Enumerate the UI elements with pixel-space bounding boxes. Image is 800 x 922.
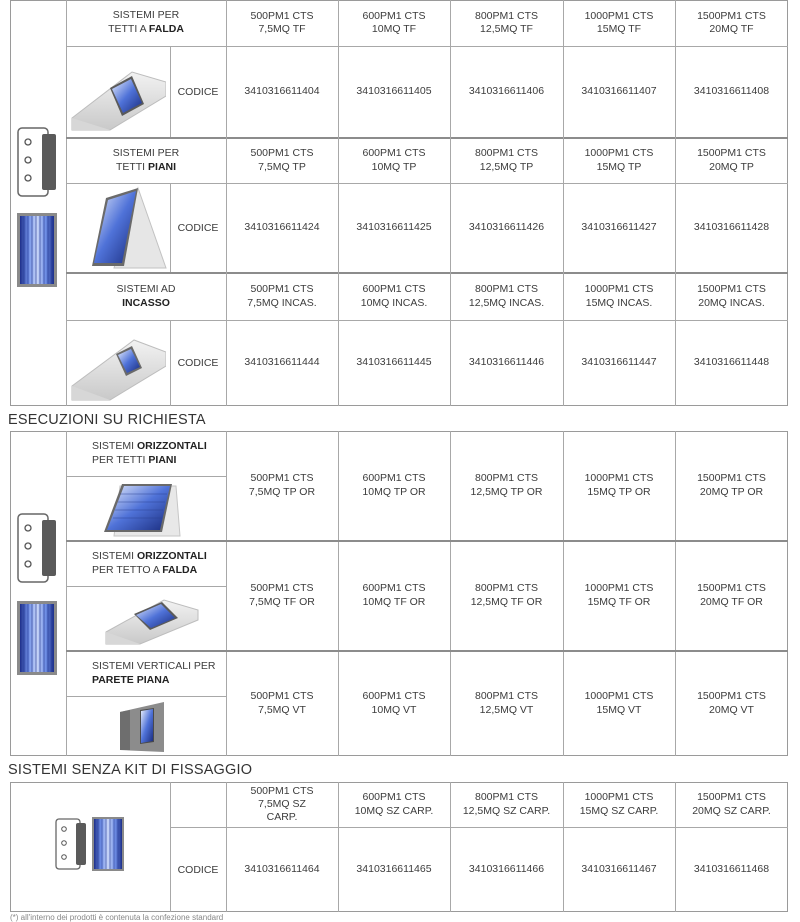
model-cell: 1000PM1 CTS 15MQ TF [584, 9, 654, 35]
flat-roof-collector-icon [88, 186, 168, 270]
model-cell: 1500PM1 CTS 20MQ TP [697, 147, 766, 173]
model-cell: 1500PM1 CTS 20MQ TP OR [697, 472, 766, 498]
section-title-richiesta: ESECUZIONI SU RICHIESTA [8, 412, 206, 428]
system-label-orizzontali-falda: SISTEMI ORIZZONTALI PER TETTO A FALDA [92, 549, 207, 576]
code-cell: 3410316611444 [244, 356, 320, 369]
model-cell: 600PM1 CTS 10MQ VT [362, 690, 426, 716]
solar-panel-icon [16, 600, 58, 676]
model-cell: 800PM1 CTS 12,5MQ TP OR [470, 472, 543, 498]
codice-label: CODICE [177, 357, 219, 369]
codice-label: CODICE [177, 85, 219, 98]
tank-and-panel-icon [54, 815, 126, 873]
model-cell: 600PM1 CTS 10MQ TP [362, 147, 426, 173]
model-cell: 500PM1 CTS 7,5MQ SZ CARP. [250, 784, 314, 824]
code-cell: 3410316611426 [468, 220, 545, 233]
system-label-piani: SISTEMI PER TETTI PIANI [112, 146, 180, 173]
model-cell: 1500PM1 CTS 20MQ VT [697, 690, 766, 716]
model-cell: 1000PM1 CTS 15MQ VT [584, 690, 654, 716]
wall-collector-icon [118, 700, 168, 754]
model-cell: 1000PM1 CTS 15MQ SZ CARP. [579, 791, 659, 817]
model-cell: 600PM1 CTS 10MQ TF OR [362, 582, 426, 608]
model-cell: 1000PM1 CTS 15MQ TF OR [584, 582, 654, 608]
system-label-verticali-parete: SISTEMI VERTICALI PER PARETE PIANA [92, 659, 216, 686]
code-cell: 3410316611425 [356, 220, 432, 233]
model-cell: 1500PM1 CTS 20MQ TF OR [697, 582, 766, 608]
inset-roof-collector-icon [70, 326, 166, 402]
system-label-incasso: SISTEMI AD INCASSO [116, 282, 176, 309]
model-cell: 600PM1 CTS 10MQ INCAS. [360, 283, 428, 309]
model-cell: 800PM1 CTS 12,5MQ TP [474, 147, 539, 173]
footnote: (*) all'interno dei prodotti è contenuta la confezione standard [10, 913, 224, 922]
model-cell: 1000PM1 CTS 15MQ TP [584, 147, 654, 173]
code-cell: 3410316611405 [356, 84, 432, 97]
codice-label: CODICE [177, 221, 219, 234]
code-cell: 3410316611424 [244, 220, 320, 233]
model-cell: 500PM1 CTS 7,5MQ VT [250, 690, 314, 716]
code-cell: 3410316611408 [693, 84, 770, 97]
code-cell: 3410316611404 [244, 84, 320, 97]
model-cell: 1000PM1 CTS 15MQ TP OR [584, 472, 654, 498]
model-cell: 500PM1 CTS 7,5MQ INCAS. [247, 283, 317, 309]
code-cell: 3410316611468 [693, 862, 770, 875]
code-cell: 3410316611446 [468, 356, 545, 369]
model-cell: 1500PM1 CTS 20MQ INCAS. [697, 283, 766, 309]
code-cell: 3410316611428 [693, 220, 770, 233]
model-cell: 500PM1 CTS 7,5MQ TP OR [248, 472, 316, 498]
code-cell: 3410316611448 [693, 356, 770, 369]
code-cell: 3410316611445 [356, 356, 432, 369]
pitched-roof-collector-icon [70, 52, 166, 132]
code-cell: 3410316611407 [581, 84, 657, 97]
code-cell: 3410316611464 [244, 862, 320, 875]
model-cell: 1000PM1 CTS 15MQ INCAS. [584, 283, 654, 309]
model-cell: 500PM1 CTS 7,5MQ TP [250, 147, 314, 173]
model-cell: 600PM1 CTS 10MQ TF [362, 9, 426, 35]
model-cell: 800PM1 CTS 12,5MQ SZ CARP. [462, 791, 551, 817]
boiler-tank-icon [16, 126, 60, 198]
code-cell: 3410316611467 [581, 862, 657, 875]
model-cell: 1500PM1 CTS 20MQ TF [697, 9, 766, 35]
boiler-tank-icon [16, 512, 60, 584]
horizontal-flat-collector-icon [100, 480, 182, 538]
horizontal-pitched-collector-icon [104, 590, 200, 646]
model-cell: 500PM1 CTS 7,5MQ TF OR [249, 582, 315, 608]
model-cell: 600PM1 CTS 10MQ SZ CARP. [354, 791, 434, 817]
model-cell: 800PM1 CTS 12,5MQ INCAS. [468, 283, 545, 309]
model-cell: 800PM1 CTS 12,5MQ VT [474, 690, 539, 716]
code-cell: 3410316611466 [468, 862, 545, 875]
system-label-falda: SISTEMI PER TETTI A FALDA [108, 9, 184, 35]
code-cell: 3410316611447 [581, 356, 657, 369]
code-cell: 3410316611406 [468, 84, 545, 97]
model-cell: 600PM1 CTS 10MQ TP OR [362, 472, 426, 498]
model-cell: 800PM1 CTS 12,5MQ TF OR [470, 582, 543, 608]
model-cell: 500PM1 CTS 7,5MQ TF [250, 9, 314, 35]
code-cell: 3410316611427 [581, 220, 657, 233]
section-title-senza-kit: SISTEMI SENZA KIT DI FISSAGGIO [8, 762, 253, 778]
solar-panel-icon [16, 212, 58, 288]
model-cell: 1500PM1 CTS 20MQ SZ CARP. [692, 791, 771, 817]
codice-label: CODICE [177, 863, 219, 876]
system-label-orizzontali-piani: SISTEMI ORIZZONTALI PER TETTI PIANI [92, 439, 207, 466]
code-cell: 3410316611465 [356, 862, 432, 875]
model-cell: 800PM1 CTS 12,5MQ TF [474, 9, 539, 35]
